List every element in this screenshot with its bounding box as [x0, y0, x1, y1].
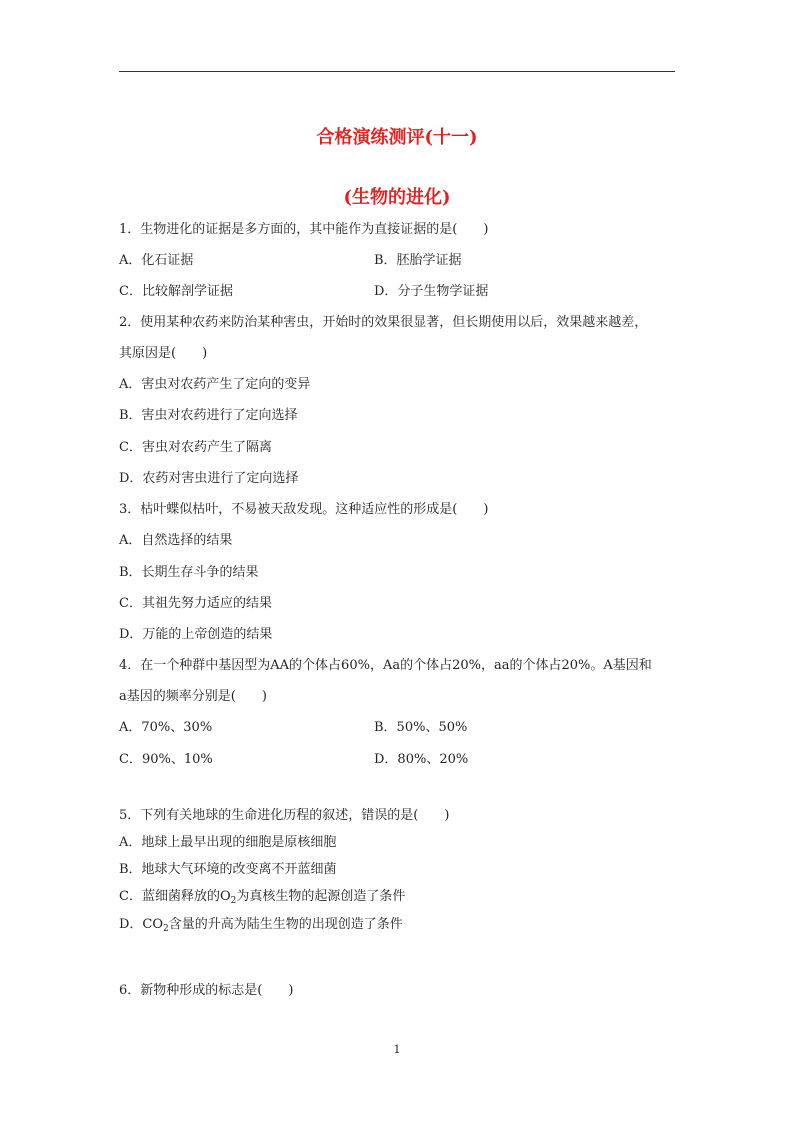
question-5-option-a: A．地球上最早出现的细胞是原核细胞 [119, 835, 337, 850]
question-5-option-c-post: 为真核生物的起源创造了条件 [236, 889, 406, 904]
question-4-option-d: D．80%、20% [374, 752, 469, 767]
page-number: 1 [393, 1043, 401, 1056]
question-5-option-b: B．地球大气环境的改变离不开蓝细菌 [119, 862, 337, 877]
question-3-option-c: C．其祖先努力适应的结果 [119, 596, 272, 611]
question-4-stem-line-2: a基因的频率分别是( ) [119, 689, 267, 704]
question-1-option-b: B．胚胎学证据 [374, 253, 462, 268]
question-4-option-c: C．90%、10% [119, 752, 213, 767]
header-rule [119, 71, 675, 72]
question-2-option-a: A．害虫对农药产生了定向的变异 [119, 377, 311, 392]
question-3-option-d: D．万能的上帝创造的结果 [119, 627, 273, 642]
question-5-option-c-pre: C．蓝细菌释放的O [119, 889, 231, 904]
question-2-option-b: B．害虫对农药进行了定向选择 [119, 408, 298, 423]
question-2-option-d: D．农药对害虫进行了定向选择 [119, 471, 299, 486]
question-5-option-d [119, 917, 403, 933]
question-1-option-a: A．化石证据 [119, 253, 194, 268]
question-1-option-c: C．比较解剖学证据 [119, 284, 233, 299]
question-1-option-d: D．分子生物学证据 [374, 284, 489, 299]
question-3-option-b: B．长期生存斗争的结果 [119, 565, 259, 580]
question-4-stem-line-1: 4．在一个种群中基因型为AA的个体占60%，Aa的个体占20%，aa的个体占20%。A基因和 [119, 658, 652, 673]
page-title: 合格演练测评(十一) [316, 127, 478, 148]
question-2-stem-line-2: 其原因是( ) [119, 346, 208, 361]
question-5-option-d-post: 含量的升高为陆生生物的出现创造了条件 [168, 917, 403, 932]
question-4-option-a: A．70%、30% [119, 720, 213, 735]
question-1-stem: 1．生物进化的证据是多方面的，其中能作为直接证据的是( ) [119, 222, 489, 237]
question-2-stem-line-1: 2．使用某种农药来防治某种害虫，开始时的效果很显著，但长期使用以后，效果越来越差， [119, 315, 648, 330]
question-6-stem: 6．新物种形成的标志是( ) [119, 983, 294, 998]
question-4-option-b: B．50%、50% [374, 720, 468, 735]
question-3-stem: 3．枯叶蝶似枯叶，不易被天敌发现。这种适应性的形成是( ) [119, 502, 489, 517]
question-5-option-d-pre: D．CO [119, 917, 164, 932]
question-5-option-d-subscript: 2 [163, 924, 169, 934]
question-5-option-c [119, 889, 405, 905]
question-5-stem: 5．下列有关地球的生命进化历程的叙述，错误的是( ) [119, 808, 450, 823]
question-5-option-c-subscript: 2 [230, 896, 237, 906]
page-subtitle: (生物的进化) [343, 187, 451, 208]
question-2-option-c: C．害虫对农药产生了隔离 [119, 440, 272, 455]
question-3-option-a: A．自然选择的结果 [119, 533, 233, 548]
